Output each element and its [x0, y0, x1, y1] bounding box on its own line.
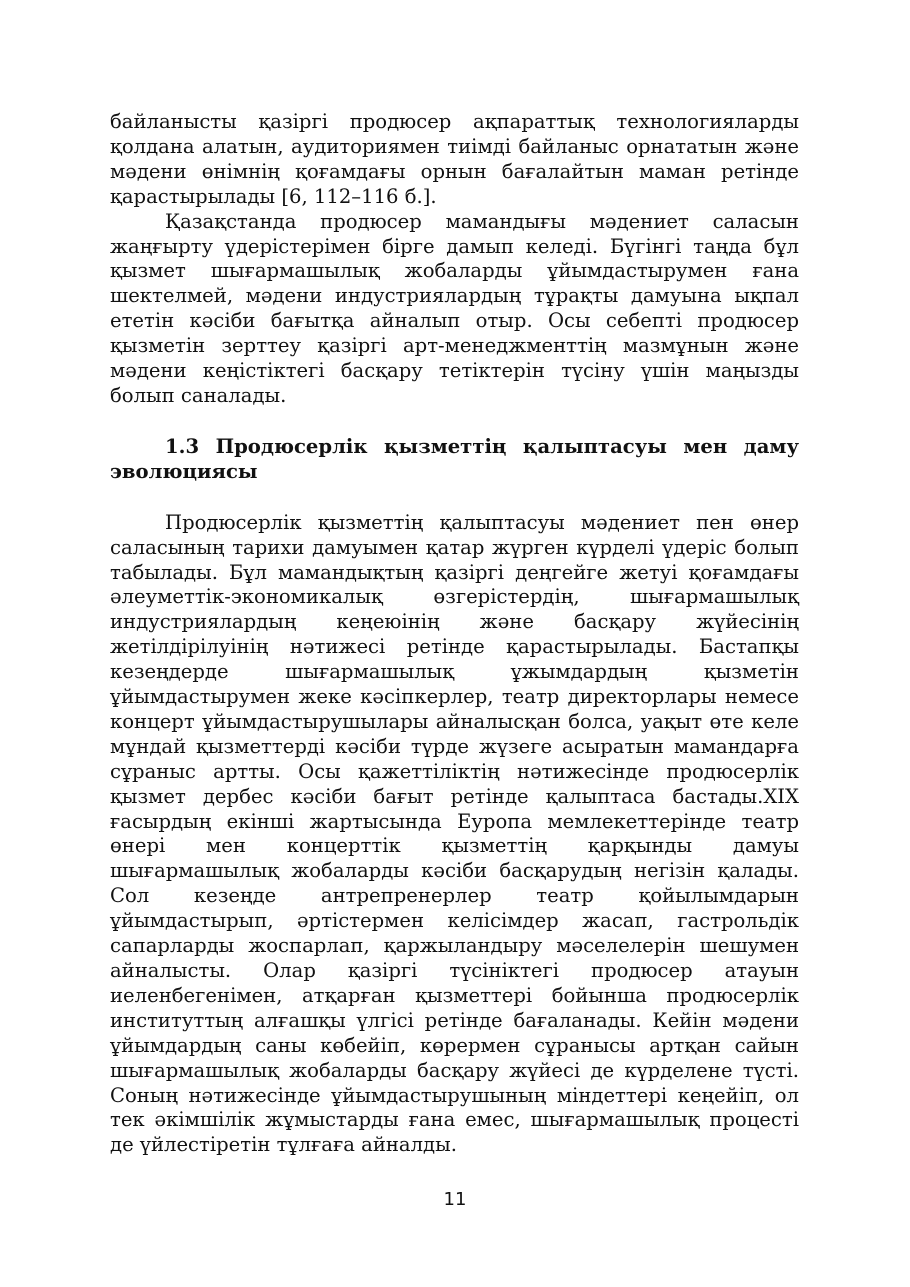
- page-number: 11: [443, 1189, 467, 1210]
- section-heading: 1.3 Продюсерлік қызметтің қалыптасуы мен даму эволюциясы: [110, 434, 799, 483]
- paragraph-kazakhstan-producer: Қазақстанда продюсер мамандығы мәдениет саласын жаңғырту үдерістерімен бірге дамып келеді. Бүгінгі таңда бұл қызмет шығармашылық жобаларды ұйымдастырумен ғана шектелмей, мәдени индустриялардың тұрақты дамуына ықпал ететін кәсіби бағытқа айналып отыр. Осы себепті продюсер қызметін зерттеу қазіргі арт-менеджменттің мазмұнын және мәдени кеңістіктегі басқару тетіктерін түсіну үшін маңызды болып саналады.: [110, 209, 799, 407]
- page-body: [110, 110, 799, 1158]
- paragraph-continuation: байланысты қазіргі продюсер ақпараттық технологияларды қолдана алатын, аудиториямен тиімді байланыс орнататын және мәдени өнімнің қоғамдағы орнын бағалайтын маман ретінде қарастырылады [6, 112–116 б.].: [110, 110, 799, 208]
- paragraph-producer-evolution: Продюсерлік қызметтің қалыптасуы мәдениет пен өнер саласының тарихи дамуымен қатар жүрген күрделі үдеріс болып табылады. Бұл мамандықтың қазіргі деңгейге жетуі қоғамдағы әлеуметтік-экономикалық өзгерістердің, шығармашылық индустриялардың кеңеюінің және басқару жүйесінің жетілдірілуінің нәтижесі ретінде қарастырылады. Бастапқы кезеңдерде шығармашылық ұжымдардың қызметін ұйымдастырумен жеке кәсіпкерлер, театр директорлары немесе концерт ұйымдастырушылары айналысқан болса, уақыт өте келе мұндай қызметтерді кәсіби түрде жүзеге асыратын мамандарға сұраныс артты. Осы қажеттіліктің нәтижесінде продюсерлік қызмет дербес кәсіби бағыт ретінде қалыптаса бастады.XIX ғасырдың екінші жартысында Еуропа мемлекеттерінде театр өнері мен концерттік қызметтің қарқынды дамуы шығармашылық жобаларды кәсіби басқарудың негізін қалады. Сол кезеңде антрепренерлер театр қойылымдарын ұйымдастырып, әртістермен келісімдер жасап, гастрольдік сапарларды жоспарлап, қаржыландыру мәселелерін шешумен айналысты. Олар қазіргі түсініктегі продюсер атауын иеленбегенімен, атқарған қызметтері бойынша продюсерлік институттың алғашқы үлгісі ретінде бағаланады. Кейін мәдени ұйымдардың саны көбейіп, көрермен сұранысы артқан сайын шығармашылық жобаларды басқару жүйесі де күрделене түсті. Соның нәтижесінде ұйымдастырушының міндеттері кеңейіп, ол тек әкімшілік жұмыстарды ғана емес, шығармашылық процесті де үйлестіретін тұлғаға айналды.: [110, 510, 799, 1157]
